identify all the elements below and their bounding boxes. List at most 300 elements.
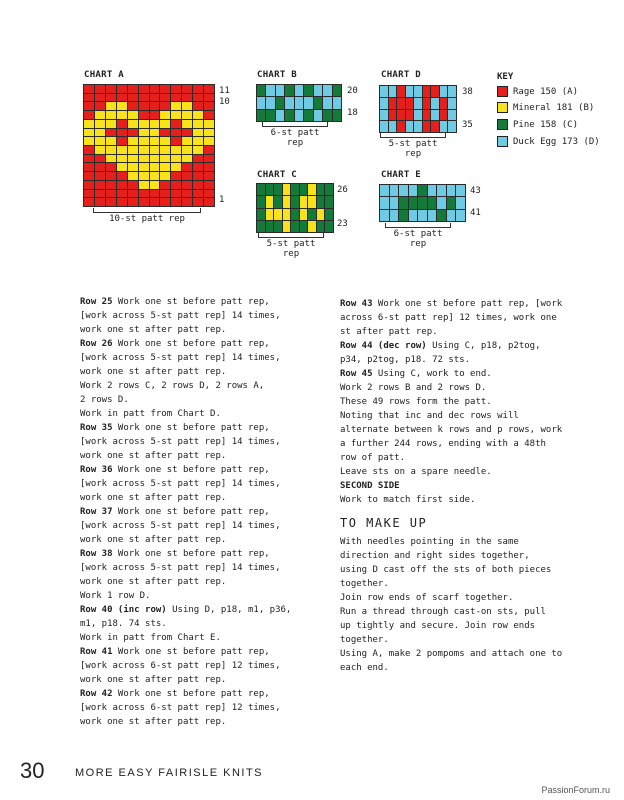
chart-a-cell: [171, 94, 181, 102]
chart-d-cell: [397, 110, 405, 121]
chart-a-cell: [150, 190, 160, 198]
chart-a-cell: [204, 85, 214, 93]
left-line: [80, 463, 330, 477]
chart-a-cell: [160, 190, 170, 198]
chart-d-cell: [389, 86, 397, 97]
right-line: [340, 493, 600, 507]
left-line: [80, 323, 330, 337]
chart-b-cell: [257, 110, 265, 121]
chart-a-cell: [160, 155, 170, 163]
chart-e-repeat-label: 6-st patt rep: [393, 229, 443, 249]
left-text: [work across 5-st patt rep] 14 times,: [80, 353, 281, 363]
chart-a-cell: [204, 137, 214, 145]
chart-e-grid: [379, 184, 466, 222]
chart-a-cell: [171, 137, 181, 145]
chart-a-cell: [193, 190, 203, 198]
chart-a-cell: [139, 102, 149, 110]
key-title: KEY: [497, 72, 514, 82]
left-line: [80, 449, 330, 463]
right-line: [340, 395, 600, 409]
chart-d-cell: [406, 110, 414, 121]
chart-c-cell: [283, 196, 291, 207]
chart-a-cell: [95, 146, 105, 154]
chart-c-cell: [325, 221, 333, 232]
chart-d-row-bottom: 35: [462, 120, 473, 130]
chart-d-cell: [380, 110, 388, 121]
chart-a-cell: [182, 129, 192, 137]
chart-a-row-11: 11: [219, 86, 230, 96]
chart-a-cell: [204, 94, 214, 102]
instructions-right-column: [340, 297, 600, 675]
chart-c-cell: [300, 184, 308, 195]
chart-d-cell: [440, 121, 448, 132]
right-line: [340, 465, 600, 479]
chart-e-row-top: 43: [470, 186, 481, 196]
chart-a-cell: [106, 198, 116, 206]
chart-a-cell: [128, 198, 138, 206]
chart-a-cell: [160, 198, 170, 206]
chart-e-cell: [399, 210, 408, 221]
key-swatch-c: [497, 119, 508, 130]
left-text: work one st after patt rep.: [80, 493, 227, 503]
chart-a-cell: [182, 163, 192, 171]
chart-a-cell: [160, 146, 170, 154]
chart-c-cell: [283, 221, 291, 232]
chart-c-cell: [266, 196, 274, 207]
chart-c-cell: [308, 184, 316, 195]
chart-c-cell: [300, 209, 308, 220]
chart-a-cell: [84, 94, 94, 102]
left-line: [80, 491, 330, 505]
chart-a-cell: [106, 163, 116, 171]
chart-b-cell: [266, 85, 274, 96]
right-line: [340, 353, 600, 367]
chart-a-cell: [171, 120, 181, 128]
chart-a-cell: [128, 129, 138, 137]
left-line: [80, 393, 330, 407]
chart-c-cell: [266, 221, 274, 232]
chart-a-cell: [204, 181, 214, 189]
chart-a-cell: [106, 120, 116, 128]
instructions-left-column: [80, 295, 330, 729]
chart-d-grid: [379, 85, 457, 133]
chart-b-cell: [304, 85, 312, 96]
chart-e-row-bottom: 41: [470, 208, 481, 218]
left-row-label: Row 42: [80, 689, 113, 699]
chart-a-row-1: 1: [219, 195, 225, 205]
chart-a-cell: [193, 85, 203, 93]
chart-c-cell: [283, 209, 291, 220]
make-up-line: up tightly and secure. Join row ends: [340, 621, 536, 631]
right-text: Work to match first side.: [340, 495, 476, 505]
chart-b-cell: [323, 85, 331, 96]
chart-d-cell: [414, 98, 422, 109]
chart-a-cell: [171, 111, 181, 119]
right-text: Using C, p18, p2tog,: [426, 341, 541, 351]
chart-a-cell: [204, 190, 214, 198]
page-number: 30: [20, 758, 45, 783]
chart-a-cell: [160, 120, 170, 128]
chart-b-cell: [285, 110, 293, 121]
left-row-label: Row 35: [80, 423, 113, 433]
key-label-a: Rage 150 (A): [513, 86, 579, 97]
left-text: work one st after patt rep.: [80, 577, 227, 587]
chart-a-cell: [139, 137, 149, 145]
chart-c-cell: [325, 196, 333, 207]
left-text: [work across 5-st patt rep] 14 times,: [80, 437, 281, 447]
chart-a-cell: [160, 181, 170, 189]
chart-a-cell: [117, 146, 127, 154]
right-line: [340, 479, 600, 493]
chart-a-cell: [182, 111, 192, 119]
chart-c-cell: [300, 221, 308, 232]
chart-d-repeat-label: 5-st patt rep: [388, 139, 438, 159]
make-up-line: Join row ends of scarf together.: [340, 593, 514, 603]
left-line: [80, 477, 330, 491]
footer-title: MORE EASY FAIRISLE KNITS: [75, 767, 264, 779]
left-text: Using D, p18, m1, p36,: [166, 605, 292, 615]
chart-a-cell: [128, 102, 138, 110]
chart-e-cell: [380, 185, 389, 196]
chart-b-cell: [314, 97, 322, 108]
left-text: Work in patt from Chart D.: [80, 409, 221, 419]
chart-a-cell: [95, 102, 105, 110]
chart-b-repeat-label: 6-st patt rep: [270, 128, 320, 148]
chart-a-cell: [117, 163, 127, 171]
right-line: [340, 339, 600, 353]
left-line: [80, 379, 330, 393]
chart-a-cell: [182, 198, 192, 206]
chart-e-cell: [456, 210, 465, 221]
chart-a-cell: [204, 120, 214, 128]
chart-a-cell: [128, 146, 138, 154]
chart-b-cell: [276, 97, 284, 108]
left-text: Work one st before patt rep,: [112, 423, 270, 433]
right-text: across 6-st patt rep] 12 times, work one: [340, 313, 557, 323]
left-text: Work one st before patt rep,: [112, 549, 270, 559]
chart-a-cell: [95, 129, 105, 137]
chart-c-cell: [274, 184, 282, 195]
chart-c-cell: [266, 209, 274, 220]
chart-a-cell: [139, 155, 149, 163]
chart-d-cell: [423, 110, 431, 121]
key-item-d: [497, 136, 600, 147]
watermark: PassionForum.ru: [541, 785, 610, 795]
chart-c-cell: [274, 221, 282, 232]
chart-a-cell: [182, 155, 192, 163]
left-row-label: Row 40 (inc row): [80, 605, 167, 615]
chart-a-cell: [150, 94, 160, 102]
chart-a-cell: [84, 102, 94, 110]
left-text: Work in patt from Chart E.: [80, 633, 221, 643]
chart-a-cell: [106, 94, 116, 102]
chart-c-cell: [257, 209, 265, 220]
chart-a-cell: [171, 172, 181, 180]
chart-b-cell: [314, 110, 322, 121]
chart-c-cell: [325, 184, 333, 195]
right-text: p34, p2tog, p18. 72 sts.: [340, 355, 471, 365]
chart-e-cell: [409, 210, 418, 221]
chart-a-cell: [193, 120, 203, 128]
chart-d-cell: [380, 86, 388, 97]
left-text: [work across 5-st patt rep] 14 times,: [80, 311, 281, 321]
chart-a-cell: [84, 155, 94, 163]
left-line: [80, 337, 330, 351]
chart-a-cell: [117, 155, 127, 163]
chart-a-cell: [106, 85, 116, 93]
chart-b-cell: [285, 97, 293, 108]
chart-a-cell: [128, 172, 138, 180]
chart-a-cell: [139, 190, 149, 198]
chart-a-cell: [193, 163, 203, 171]
chart-a-cell: [95, 111, 105, 119]
chart-d-cell: [431, 110, 439, 121]
chart-d-cell: [448, 121, 456, 132]
chart-c-cell: [300, 196, 308, 207]
chart-e-cell: [428, 197, 437, 208]
chart-a-cell: [95, 181, 105, 189]
left-line: [80, 295, 330, 309]
chart-e-cell: [437, 185, 446, 196]
chart-a-cell: [160, 163, 170, 171]
key-label-d: Duck Egg 173 (D): [513, 136, 600, 147]
chart-b-cell: [285, 85, 293, 96]
chart-b-grid: [256, 84, 342, 122]
left-text: [work across 5-st patt rep] 14 times,: [80, 563, 281, 573]
chart-a-cell: [150, 163, 160, 171]
right-text: These 49 rows form the patt.: [340, 397, 492, 407]
chart-c-cell: [317, 221, 325, 232]
chart-a-cell: [150, 102, 160, 110]
right-line: [340, 409, 600, 423]
chart-a-cell: [128, 155, 138, 163]
chart-d-cell: [448, 98, 456, 109]
make-up-line: using D cast off the sts of both pieces: [340, 565, 552, 575]
make-up-line: With needles pointing in the same: [340, 537, 519, 547]
chart-c-label: CHART C: [257, 170, 298, 180]
chart-d-cell: [380, 121, 388, 132]
chart-d-row-top: 38: [462, 87, 473, 97]
chart-a-cell: [106, 137, 116, 145]
chart-c-cell: [257, 184, 265, 195]
chart-a-cell: [95, 172, 105, 180]
left-text: [work across 5-st patt rep] 14 times,: [80, 479, 281, 489]
chart-b-cell: [295, 97, 303, 108]
chart-a-cell: [139, 198, 149, 206]
chart-c-cell: [257, 221, 265, 232]
chart-a-cell: [117, 111, 127, 119]
chart-b-cell: [257, 85, 265, 96]
chart-b-cell: [295, 110, 303, 121]
chart-a-cell: [128, 120, 138, 128]
left-row-label: Row 25: [80, 297, 113, 307]
chart-d-cell: [397, 121, 405, 132]
chart-b-cell: [314, 85, 322, 96]
chart-a-cell: [128, 137, 138, 145]
chart-a-cell: [106, 102, 116, 110]
left-line: [80, 715, 330, 729]
key-label-b: Mineral 181 (B): [513, 102, 595, 113]
chart-a-cell: [193, 111, 203, 119]
chart-a-cell: [182, 146, 192, 154]
chart-a-cell: [160, 129, 170, 137]
chart-e-cell: [380, 210, 389, 221]
chart-a-cell: [150, 85, 160, 93]
chart-d-cell: [414, 121, 422, 132]
chart-a-cell: [117, 190, 127, 198]
chart-a-cell: [193, 181, 203, 189]
chart-a-cell: [84, 146, 94, 154]
chart-d-cell: [431, 86, 439, 97]
chart-a-cell: [150, 146, 160, 154]
chart-a-cell: [150, 172, 160, 180]
chart-d-cell: [423, 98, 431, 109]
left-text: Work one st before patt rep,: [112, 689, 270, 699]
chart-a-cell: [139, 163, 149, 171]
chart-e-label: CHART E: [381, 170, 422, 180]
chart-a-cell: [193, 155, 203, 163]
left-line: [80, 589, 330, 603]
left-line: [80, 421, 330, 435]
chart-b-cell: [323, 97, 331, 108]
chart-a-cell: [160, 94, 170, 102]
chart-a-cell: [193, 129, 203, 137]
chart-a-cell: [95, 163, 105, 171]
chart-e-cell: [437, 197, 446, 208]
chart-a-cell: [117, 85, 127, 93]
chart-a-cell: [204, 146, 214, 154]
make-up-line: Using A, make 2 pompoms and attach one to: [340, 649, 563, 659]
chart-d-cell: [397, 86, 405, 97]
chart-a-cell: [150, 129, 160, 137]
left-text: work one st after patt rep.: [80, 325, 227, 335]
chart-b-cell: [333, 97, 341, 108]
chart-a-cell: [204, 198, 214, 206]
chart-e-cell: [437, 210, 446, 221]
make-up-line: together.: [340, 579, 389, 589]
right-line: [340, 423, 600, 437]
chart-d-cell: [389, 110, 397, 121]
left-line: [80, 505, 330, 519]
chart-a-cell: [84, 172, 94, 180]
left-line: [80, 617, 330, 631]
left-line: [80, 659, 330, 673]
chart-c-cell: [274, 196, 282, 207]
chart-c-row-top: 26: [337, 185, 348, 195]
chart-d-cell: [423, 121, 431, 132]
chart-c-cell: [308, 209, 316, 220]
chart-a-cell: [193, 137, 203, 145]
chart-a-cell: [139, 85, 149, 93]
chart-d-cell: [380, 98, 388, 109]
chart-a-cell: [106, 146, 116, 154]
right-text: Work 2 rows B and 2 rows D.: [340, 383, 487, 393]
chart-c-cell: [291, 196, 299, 207]
left-text: Work one st before patt rep,: [112, 465, 270, 475]
chart-a-cell: [128, 181, 138, 189]
chart-a-cell: [171, 129, 181, 137]
chart-d-cell: [389, 98, 397, 109]
chart-b-cell: [276, 85, 284, 96]
left-line: [80, 519, 330, 533]
left-line: [80, 365, 330, 379]
left-row-label: Row 26: [80, 339, 113, 349]
right-line: [340, 381, 600, 395]
chart-e-cell: [418, 210, 427, 221]
chart-e-cell: [428, 185, 437, 196]
chart-a-cell: [204, 172, 214, 180]
right-row-label: Row 43: [340, 299, 373, 309]
left-line: [80, 547, 330, 561]
right-line: [340, 367, 600, 381]
chart-a-cell: [95, 198, 105, 206]
left-text: work one st after patt rep.: [80, 535, 227, 545]
chart-a-cell: [139, 129, 149, 137]
right-line: [340, 437, 600, 451]
chart-a-cell: [106, 172, 116, 180]
chart-c-cell: [325, 209, 333, 220]
chart-a-cell: [182, 102, 192, 110]
chart-a-cell: [128, 94, 138, 102]
key-item-a: [497, 86, 578, 97]
chart-a-cell: [95, 190, 105, 198]
left-text: [work across 6-st patt rep] 12 times,: [80, 661, 281, 671]
chart-a-grid: [83, 84, 215, 207]
left-row-label: Row 41: [80, 647, 113, 657]
left-text: work one st after patt rep.: [80, 675, 227, 685]
chart-b-cell: [266, 97, 274, 108]
chart-a-cell: [84, 85, 94, 93]
chart-a-cell: [106, 129, 116, 137]
right-text: alternate between k rows and p rows, work: [340, 425, 563, 435]
chart-a-cell: [182, 190, 192, 198]
chart-a-cell: [139, 120, 149, 128]
chart-a-cell: [84, 120, 94, 128]
left-text: [work across 6-st patt rep] 12 times,: [80, 703, 281, 713]
chart-a-cell: [84, 163, 94, 171]
chart-a-cell: [193, 94, 203, 102]
chart-a-cell: [117, 94, 127, 102]
left-text: Work 2 rows C, 2 rows D, 2 rows A,: [80, 381, 265, 391]
chart-a-cell: [106, 190, 116, 198]
left-row-label: Row 37: [80, 507, 113, 517]
chart-a-cell: [171, 198, 181, 206]
chart-a-cell: [171, 190, 181, 198]
chart-d-cell: [406, 121, 414, 132]
left-line: [80, 561, 330, 575]
chart-b-row-top: 20: [347, 86, 358, 96]
chart-a-cell: [182, 181, 192, 189]
chart-e-cell: [447, 210, 456, 221]
chart-a-cell: [193, 198, 203, 206]
chart-a-cell: [171, 181, 181, 189]
left-line: [80, 645, 330, 659]
chart-a-cell: [139, 94, 149, 102]
left-line: [80, 687, 330, 701]
chart-d-cell: [448, 86, 456, 97]
left-text: Work one st before patt rep,: [112, 339, 270, 349]
chart-d-label: CHART D: [381, 70, 422, 80]
chart-e-cell: [399, 185, 408, 196]
chart-a-cell: [128, 163, 138, 171]
chart-b-label: CHART B: [257, 70, 298, 80]
key-swatch-b: [497, 102, 508, 113]
chart-a-row-10: 10: [219, 97, 230, 107]
left-line: [80, 631, 330, 645]
chart-d-cell: [431, 98, 439, 109]
left-line: [80, 575, 330, 589]
chart-a-cell: [117, 172, 127, 180]
